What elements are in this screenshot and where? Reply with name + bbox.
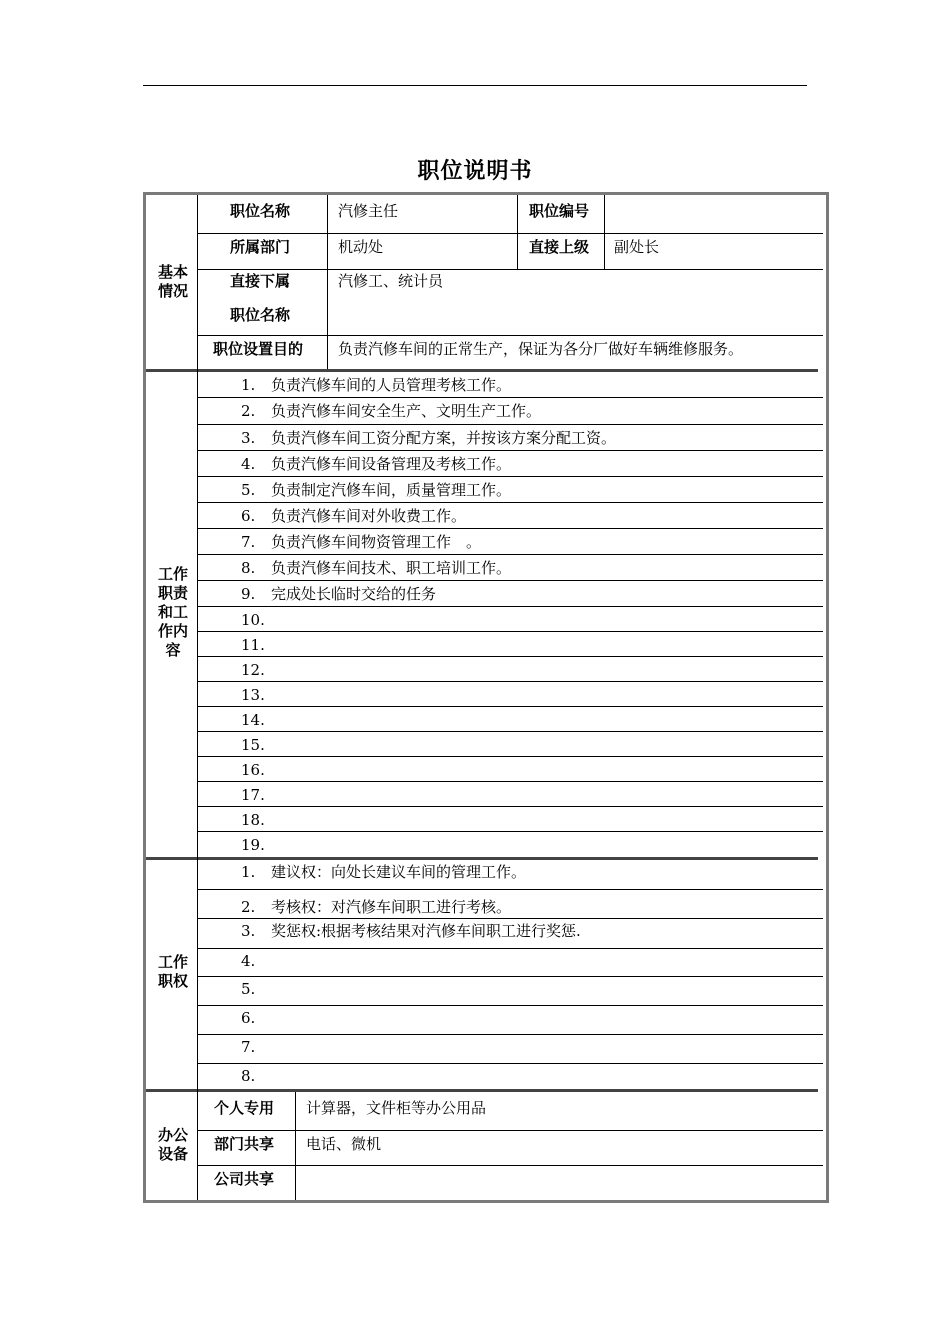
- duty-item: [241, 711, 271, 729]
- duty-item-text: 负责制定汽修车间，质量管理工作。: [271, 481, 512, 499]
- authority-item-number: 1.: [241, 863, 256, 881]
- duty-item-number: 19.: [241, 836, 265, 854]
- basic-info-section-label: 基本情况: [158, 263, 189, 300]
- authority-item-text: 考核权：对汽修车间职工进行考核。: [271, 898, 512, 916]
- duty-item-text: 负责汽修车间工资分配方案，并按该方案分配工资。: [271, 429, 617, 447]
- duty-item: [241, 736, 271, 754]
- row-divider: [198, 269, 823, 270]
- header-rule: [143, 85, 807, 86]
- authority-item: [241, 863, 526, 881]
- authority-item: [241, 1067, 271, 1085]
- row-divider: [198, 476, 823, 477]
- authority-item-number: 7.: [241, 1038, 256, 1056]
- row-divider: [198, 528, 823, 529]
- duty-item-number: 6.: [241, 507, 256, 525]
- row-divider: [198, 1034, 823, 1035]
- row-divider: [198, 335, 823, 336]
- row-divider: [198, 450, 823, 451]
- duty-item-number: 9.: [241, 585, 256, 603]
- duty-item: [241, 533, 481, 551]
- duty-item: [241, 661, 271, 679]
- row-divider: [198, 554, 823, 555]
- row-divider: [198, 681, 823, 682]
- superior-label: 直接上级: [529, 238, 590, 256]
- duty-item: [241, 402, 541, 420]
- row-divider: [198, 580, 823, 581]
- row-divider: [198, 424, 823, 425]
- row-divider: [198, 397, 823, 398]
- equipment-value: 计算器，文件柜等办公用品: [306, 1099, 487, 1117]
- row-divider: [198, 631, 823, 632]
- row-divider: [198, 806, 823, 807]
- duty-item: [241, 376, 511, 394]
- authority-item-text: 奖惩权:根据考核结果对汽修车间职工进行奖惩.: [271, 922, 581, 940]
- duty-item: [241, 686, 271, 704]
- position-name-value: 汽修主任: [338, 202, 399, 220]
- duty-item-number: 2.: [241, 402, 256, 420]
- duty-item-number: 16.: [241, 761, 265, 779]
- authority-item-text: 建议权：向处长建议车间的管理工作。: [271, 863, 527, 881]
- row-divider: [198, 756, 823, 757]
- authority-item-number: 6.: [241, 1009, 256, 1027]
- duty-item-number: 17.: [241, 786, 265, 804]
- duty-item: [241, 585, 436, 603]
- purpose-label: 职位设置目的: [213, 340, 304, 358]
- duty-item-text: 负责汽修车间的人员管理考核工作。: [271, 376, 512, 394]
- row-divider: [198, 976, 823, 977]
- position-number-label: 职位编号: [529, 202, 590, 220]
- equipment-label: 个人专用: [214, 1099, 275, 1117]
- equipment-value: 电话、微机: [306, 1135, 382, 1153]
- duty-item-text: 负责汽修车间对外收费工作。: [271, 507, 467, 525]
- authority-item: [241, 1038, 271, 1056]
- duty-item-number: 1.: [241, 376, 256, 394]
- duties-section-label: 工作职责和工作内容: [158, 565, 189, 659]
- equipment-label: 部门共享: [214, 1135, 275, 1153]
- authority-item-number: 2.: [241, 898, 256, 916]
- row-divider: [198, 706, 823, 707]
- authority-item: [241, 898, 511, 916]
- duty-item: [241, 786, 271, 804]
- authority-item-number: 5.: [241, 980, 256, 998]
- row-divider: [198, 948, 823, 949]
- duty-item: [241, 636, 271, 654]
- authority-item: [241, 980, 271, 998]
- row-divider: [198, 233, 823, 234]
- equipment-label: 公司共享: [214, 1170, 275, 1188]
- section-divider: [146, 1089, 818, 1092]
- row-divider: [198, 781, 823, 782]
- duty-item-text: 负责汽修车间物资管理工作 。: [271, 533, 482, 551]
- duty-item: [241, 455, 511, 473]
- row-divider: [198, 656, 823, 657]
- section-divider: [146, 369, 818, 372]
- duty-item: [241, 611, 271, 629]
- duty-item-number: 10.: [241, 611, 265, 629]
- row-divider: [198, 889, 823, 890]
- duty-item-text: 负责汽修车间安全生产、文明生产工作。: [271, 402, 542, 420]
- row-divider: [198, 918, 823, 919]
- row-divider: [198, 1130, 823, 1131]
- duty-item-number: 8.: [241, 559, 256, 577]
- row-divider: [198, 1005, 823, 1006]
- authority-section-label: 工作职权: [158, 953, 189, 990]
- subordinate-label-line2: 职位名称: [230, 306, 291, 324]
- duty-item: [241, 811, 271, 829]
- section-column-divider: [197, 195, 198, 1200]
- row-divider: [198, 1165, 823, 1166]
- authority-item-number: 3.: [241, 922, 256, 940]
- authority-item: [241, 952, 271, 970]
- authority-item-number: 8.: [241, 1067, 256, 1085]
- authority-item-number: 4.: [241, 952, 256, 970]
- subordinate-value: 汽修工、统计员: [338, 272, 444, 290]
- equipment-col-divider: [295, 1092, 296, 1200]
- duty-item: [241, 559, 511, 577]
- row-divider: [198, 731, 823, 732]
- duty-item-number: 4.: [241, 455, 256, 473]
- duty-item: [241, 429, 616, 447]
- duty-item-number: 5.: [241, 481, 256, 499]
- position-name-label: 职位名称: [230, 202, 291, 220]
- row-divider: [198, 1063, 823, 1064]
- duty-item-number: 18.: [241, 811, 265, 829]
- purpose-value: 负责汽修车间的正常生产，保证为各分厂做好车辆维修服务。: [338, 340, 744, 358]
- duty-item: [241, 481, 511, 499]
- duty-item: [241, 761, 271, 779]
- row-divider: [198, 831, 823, 832]
- duty-item-number: 14.: [241, 711, 265, 729]
- duty-item-text: 负责汽修车间技术、职工培训工作。: [271, 559, 512, 577]
- duty-item-text: 完成处长临时交给的任务: [271, 585, 437, 603]
- authority-item: [241, 1009, 271, 1027]
- duty-item-number: 12.: [241, 661, 265, 679]
- duty-item-text: 负责汽修车间设备管理及考核工作。: [271, 455, 512, 473]
- page-title: 职位说明书: [417, 159, 533, 184]
- row-divider: [198, 606, 823, 607]
- authority-item: [241, 922, 581, 940]
- subordinate-label-line1: 直接下属: [230, 272, 291, 290]
- duty-item-number: 11.: [241, 636, 265, 654]
- duty-item-number: 7.: [241, 533, 256, 551]
- department-value: 机动处: [338, 238, 384, 256]
- duty-item-number: 3.: [241, 429, 256, 447]
- duty-item-number: 13.: [241, 686, 265, 704]
- equipment-section-label: 办公设备: [158, 1126, 189, 1163]
- duty-item: [241, 507, 466, 525]
- basic-col-divider: [517, 195, 518, 269]
- duty-item-number: 15.: [241, 736, 265, 754]
- basic-col-divider: [327, 195, 328, 369]
- row-divider: [198, 502, 823, 503]
- basic-col-divider: [604, 195, 605, 269]
- department-label: 所属部门: [230, 238, 291, 256]
- section-divider: [146, 857, 818, 860]
- superior-value: 副处长: [614, 238, 660, 256]
- duty-item: [241, 836, 271, 854]
